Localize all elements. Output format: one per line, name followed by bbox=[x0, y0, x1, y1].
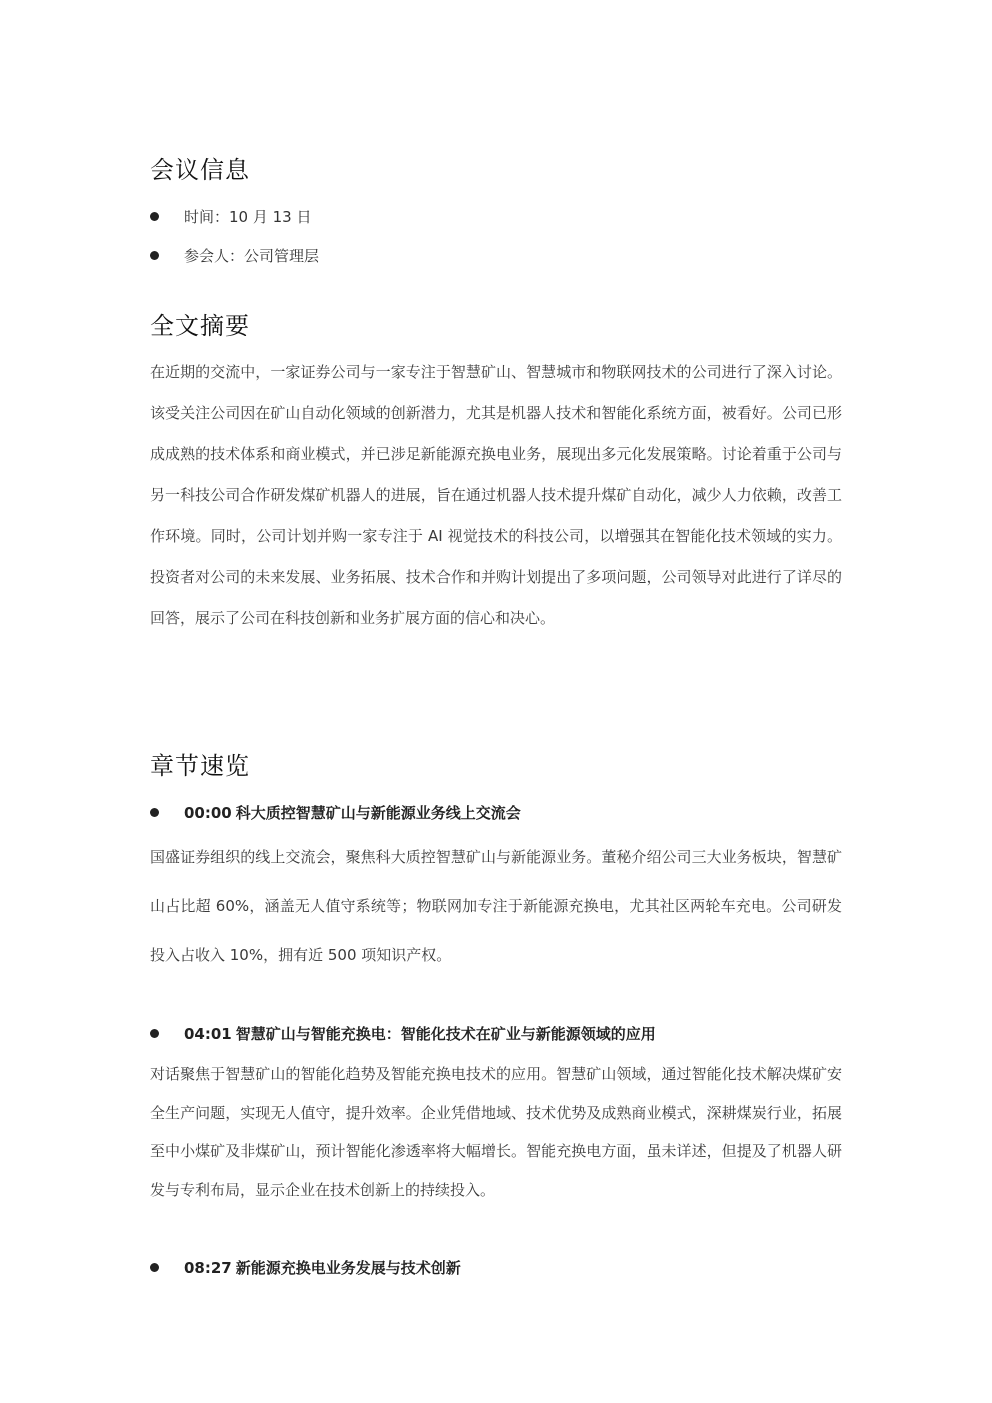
meeting-attendees-item bbox=[150, 245, 319, 266]
attendees-value: 公司管理层 bbox=[244, 247, 320, 265]
chapter-summary: 对话聚焦于智慧矿山的智能化趋势及智能充换电技术的应用。智慧矿山领域，通过智能化技术解决煤矿安全生产问题，实现无人值守，提升效率。企业凭借地域、技术优势及成熟商业模式，深耕煤炭行业，拓展至中小煤矿及非煤矿山，预计智能化渗透率将大幅增长。智能充换电方面，虽未详述，但提及了机器人研发与专利布局，显示企业在技术创新上的持续投入。 bbox=[150, 1065, 842, 1199]
bullet-icon bbox=[150, 1263, 159, 1272]
summary-heading: 全文摘要 bbox=[150, 312, 250, 340]
bullet-icon bbox=[150, 212, 159, 221]
attendees-label: 参会人： bbox=[184, 247, 245, 265]
meeting-time-item bbox=[150, 206, 312, 227]
chapter-item-title bbox=[150, 1023, 656, 1044]
chapter-title: 智慧矿山与智能充换电：智能化技术在矿业与新能源领域的应用 bbox=[235, 1025, 656, 1043]
chapter-title: 科大质控智慧矿山与新能源业务线上交流会 bbox=[235, 804, 521, 822]
time-label: 时间： bbox=[184, 208, 230, 226]
bullet-icon bbox=[150, 808, 159, 817]
chapter-title: 新能源充换电业务发展与技术创新 bbox=[235, 1259, 461, 1277]
time-value: 10 月 13 日 bbox=[229, 208, 312, 226]
chapter-timestamp: 04:01 bbox=[184, 1024, 232, 1043]
chapter-item-title bbox=[150, 802, 521, 823]
chapter-timestamp: 00:00 bbox=[184, 803, 232, 822]
chapter-summary: 国盛证券组织的线上交流会，聚焦科大质控智慧矿山与新能源业务。董秘介绍公司三大业务板块，智慧矿山占比超 60%，涵盖无人值守系统等；物联网加专注于新能源充换电，尤其社区两轮车充电。公司研发投入占收入 10%，拥有近 500 项知识产权。 bbox=[150, 848, 842, 964]
chapter-timestamp: 08:27 bbox=[184, 1258, 232, 1277]
chapter-item-title bbox=[150, 1257, 461, 1278]
bullet-icon bbox=[150, 1029, 159, 1038]
bullet-icon bbox=[150, 251, 159, 260]
summary-paragraph: 在近期的交流中，一家证券公司与一家专注于智慧矿山、智慧城市和物联网技术的公司进行了深入讨论。该受关注公司因在矿山自动化领域的创新潜力，尤其是机器人技术和智能化系统方面，被看好。公司已形成成熟的技术体系和商业模式，并已涉足新能源充换电业务，展现出多元化发展策略。讨论着重于公司与另一科技公司合作研发煤矿机器人的进展，旨在通过机器人技术提升煤矿自动化，减少人力依赖，改善工作环境。同时，公司计划并购一家专注于 AI 视觉技术的科技公司，以增强其在智能化技术领域的实力。投资者对公司的未来发展、业务拓展、技术合作和并购计划提出了多项问题，公司领导对此进行了详尽的回答，展示了公司在科技创新和业务扩展方面的信心和决心。 bbox=[150, 363, 842, 627]
meeting-info-heading: 会议信息 bbox=[150, 156, 250, 184]
chapters-heading: 章节速览 bbox=[150, 752, 250, 780]
